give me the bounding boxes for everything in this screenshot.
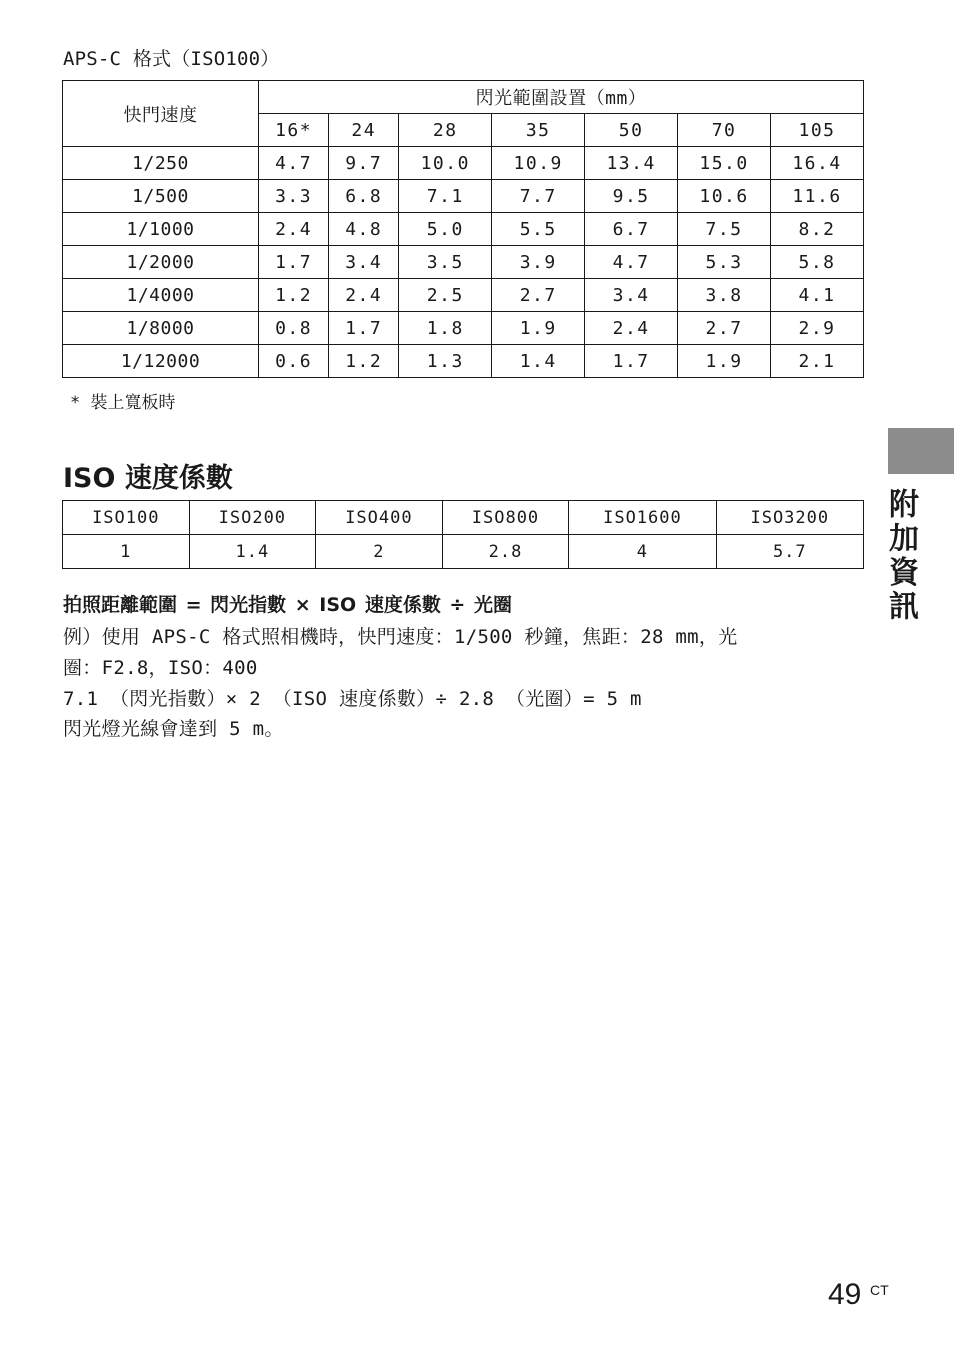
flash-range-cell: 1.2 <box>329 345 399 378</box>
section-tab-marker <box>888 428 954 474</box>
flash-range-cell: 2.1 <box>771 345 864 378</box>
example-line-3: 7.1 （閃光指數）× 2 （ISO 速度係數）÷ 2.8 （光圈）= 5 m <box>63 688 642 710</box>
table-caption: APS-C 格式（ISO100） <box>63 48 280 70</box>
focal-length-header: 70 <box>678 114 771 147</box>
flash-range-cell: 11.6 <box>771 180 864 213</box>
example-line-1: 例）使用 APS-C 格式照相機時，快門速度：1/500 秒鐘，焦距：28 mm，光 <box>63 626 738 648</box>
iso-factor-row <box>63 535 864 569</box>
shutter-speed-cell: 1/12000 <box>63 345 259 378</box>
table-row <box>63 345 864 378</box>
table-row <box>63 180 864 213</box>
flash-range-cell: 7.1 <box>399 180 492 213</box>
flash-range-cell: 10.9 <box>492 147 585 180</box>
flash-range-cell: 7.5 <box>678 213 771 246</box>
shutter-speed-cell: 1/500 <box>63 180 259 213</box>
iso-factor-cell: 5.7 <box>716 535 863 569</box>
table-row <box>63 246 864 279</box>
iso-value-row <box>63 501 864 535</box>
iso-value-cell: ISO3200 <box>716 501 863 535</box>
flash-range-cell: 6.8 <box>329 180 399 213</box>
flash-range-cell: 1.9 <box>492 312 585 345</box>
flash-range-cell: 4.1 <box>771 279 864 312</box>
shutter-speed-cell: 1/250 <box>63 147 259 180</box>
flash-range-cell: 0.6 <box>259 345 329 378</box>
flash-range-cell: 3.8 <box>678 279 771 312</box>
flash-range-cell: 1.2 <box>259 279 329 312</box>
focal-length-header: 50 <box>585 114 678 147</box>
iso-factor-table <box>62 500 864 569</box>
iso-factor-cell: 2 <box>316 535 443 569</box>
flash-range-cell: 5.3 <box>678 246 771 279</box>
flash-range-cell: 2.4 <box>259 213 329 246</box>
flash-range-cell: 2.5 <box>399 279 492 312</box>
flash-range-cell: 4.7 <box>585 246 678 279</box>
flash-range-header: 閃光範圍設置（mm） <box>259 81 864 114</box>
page-number: 49 <box>828 1278 862 1311</box>
flash-range-cell: 2.7 <box>678 312 771 345</box>
example-line-2: 圈：F2.8，ISO：400 <box>63 657 258 679</box>
flash-range-cell: 2.9 <box>771 312 864 345</box>
iso-factor-cell: 2.8 <box>442 535 569 569</box>
iso-section-heading: ISO 速度係數 <box>63 463 233 494</box>
flash-range-cell: 1.9 <box>678 345 771 378</box>
focal-length-header: 16* <box>259 114 329 147</box>
flash-range-cell: 10.6 <box>678 180 771 213</box>
iso-value-cell: ISO400 <box>316 501 443 535</box>
flash-range-cell: 3.3 <box>259 180 329 213</box>
flash-range-table <box>62 80 864 378</box>
table-row <box>63 147 864 180</box>
flash-range-cell: 2.7 <box>492 279 585 312</box>
focal-length-header: 105 <box>771 114 864 147</box>
shutter-speed-cell: 1/4000 <box>63 279 259 312</box>
flash-range-cell: 4.8 <box>329 213 399 246</box>
flash-range-cell: 0.8 <box>259 312 329 345</box>
focal-length-header: 35 <box>492 114 585 147</box>
table-row <box>63 279 864 312</box>
flash-range-cell: 1.4 <box>492 345 585 378</box>
iso-factor-cell: 1.4 <box>189 535 316 569</box>
flash-range-cell: 9.7 <box>329 147 399 180</box>
flash-range-cell: 1.7 <box>585 345 678 378</box>
flash-range-cell: 15.0 <box>678 147 771 180</box>
table-row <box>63 312 864 345</box>
flash-range-cell: 4.7 <box>259 147 329 180</box>
flash-range-cell: 2.4 <box>329 279 399 312</box>
table-header-row <box>63 81 864 114</box>
flash-range-cell: 1.8 <box>399 312 492 345</box>
shutter-speed-cell: 1/2000 <box>63 246 259 279</box>
flash-range-cell: 5.8 <box>771 246 864 279</box>
page-number-suffix: CT <box>870 1282 889 1298</box>
flash-range-cell: 6.7 <box>585 213 678 246</box>
flash-range-cell: 5.0 <box>399 213 492 246</box>
shutter-speed-cell: 1/1000 <box>63 213 259 246</box>
flash-range-cell: 3.4 <box>585 279 678 312</box>
iso-value-cell: ISO200 <box>189 501 316 535</box>
flash-range-cell: 1.7 <box>259 246 329 279</box>
flash-range-cell: 16.4 <box>771 147 864 180</box>
focal-length-header: 24 <box>329 114 399 147</box>
flash-range-cell: 3.5 <box>399 246 492 279</box>
flash-range-cell: 1.3 <box>399 345 492 378</box>
iso-factor-cell: 1 <box>63 535 190 569</box>
section-tab-label: 附加資訊 <box>883 488 918 624</box>
focal-length-header: 28 <box>399 114 492 147</box>
flash-range-cell: 1.7 <box>329 312 399 345</box>
flash-range-cell: 8.2 <box>771 213 864 246</box>
shutter-speed-cell: 1/8000 <box>63 312 259 345</box>
table-row <box>63 213 864 246</box>
formula-heading: 拍照距離範圍 = 閃光指數 × ISO 速度係數 ÷ 光圈 <box>63 594 512 616</box>
iso-value-cell: ISO1600 <box>569 501 716 535</box>
flash-range-cell: 7.7 <box>492 180 585 213</box>
iso-factor-cell: 4 <box>569 535 716 569</box>
flash-range-cell: 3.9 <box>492 246 585 279</box>
example-line-4: 閃光燈光線會達到 5 m。 <box>63 718 284 740</box>
flash-range-cell: 5.5 <box>492 213 585 246</box>
flash-range-cell: 13.4 <box>585 147 678 180</box>
iso-value-cell: ISO800 <box>442 501 569 535</box>
flash-range-cell: 2.4 <box>585 312 678 345</box>
flash-range-cell: 9.5 <box>585 180 678 213</box>
flash-range-cell: 3.4 <box>329 246 399 279</box>
flash-range-body <box>63 147 864 378</box>
flash-range-cell: 10.0 <box>399 147 492 180</box>
shutter-speed-header: 快門速度 <box>63 81 259 147</box>
iso-value-cell: ISO100 <box>63 501 190 535</box>
table-footnote: * 裝上寬板時 <box>70 393 176 413</box>
